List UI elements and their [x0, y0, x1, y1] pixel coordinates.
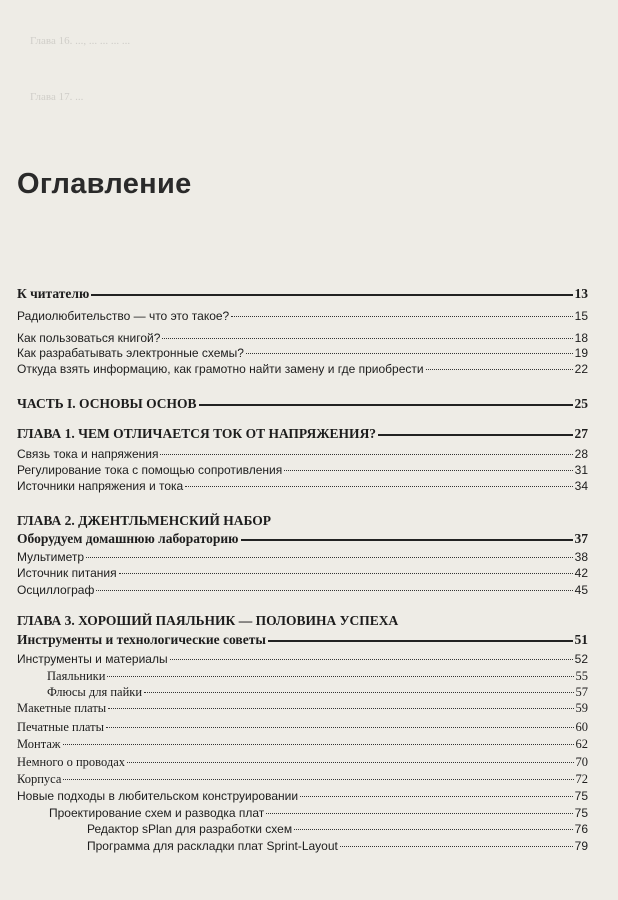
- toc-entry[interactable]: [87, 839, 588, 853]
- toc-leader: [106, 727, 573, 728]
- toc-leader: [426, 369, 573, 370]
- page-title: Оглавление: [17, 168, 192, 200]
- toc-entry-page: 27: [574, 426, 588, 441]
- toc-entry-page: 15: [574, 309, 588, 323]
- bleed-through-text: [0, 0, 618, 172]
- toc-entry[interactable]: [17, 737, 588, 752]
- toc-entry-label: Оборудуем домашнюю лабораторию: [17, 531, 239, 546]
- toc-entry-label: Печатные платы: [17, 720, 105, 734]
- toc-entry-page: 42: [574, 566, 588, 580]
- toc-entry[interactable]: [87, 822, 588, 836]
- toc-entry-page: 13: [574, 286, 588, 301]
- toc-entry-label: Осциллограф: [17, 583, 95, 597]
- toc-leader: [160, 454, 572, 455]
- toc-entry-label: Как разрабатывать электронные схемы?: [17, 346, 244, 360]
- toc-entry-page: 62: [575, 737, 588, 751]
- toc-entry-page: 31: [574, 463, 588, 477]
- toc-entry[interactable]: [17, 463, 588, 477]
- toc-leader: [231, 316, 572, 317]
- toc-entry-label: Инструменты и материалы: [17, 652, 168, 666]
- toc-entry[interactable]: [17, 346, 588, 360]
- toc-entry-label: Программа для раскладки плат Sprint-Layout: [87, 839, 338, 853]
- toc-entry[interactable]: [17, 566, 588, 580]
- toc-leader: [144, 692, 573, 693]
- toc-leader: [300, 796, 573, 797]
- toc-entry-label: ГЛАВА 1. ЧЕМ ОТЛИЧАЕТСЯ ТОК ОТ НАПРЯЖЕНИЯ?: [17, 426, 377, 441]
- toc-entry-page: 70: [575, 755, 588, 769]
- toc-entry[interactable]: [17, 755, 588, 770]
- toc-entry-page: 55: [575, 669, 588, 683]
- toc-entry-label: Источник питания: [17, 566, 117, 580]
- toc-entry-page: 19: [574, 346, 588, 360]
- toc-entry-label: Макетные платы: [17, 701, 107, 715]
- toc-entry-label: Откуда взять информацию, как грамотно найти замену и где приобрести: [17, 362, 424, 376]
- toc-leader: [63, 744, 574, 745]
- toc-leader: [91, 294, 572, 296]
- toc-entry-page: 79: [574, 839, 588, 853]
- toc-entry[interactable]: [17, 331, 588, 345]
- toc-entry-label: Новые подходы в любительском конструировании: [17, 789, 299, 803]
- toc-entry-page: 76: [574, 822, 588, 836]
- toc-entry-label: ГЛАВА 3. ХОРОШИЙ ПАЯЛЬНИК — ПОЛОВИНА УСПЕХА: [17, 613, 399, 628]
- toc-leader: [284, 470, 572, 471]
- toc-entry[interactable]: [17, 652, 588, 666]
- toc-entry-label: Паяльники: [47, 669, 106, 683]
- toc-leader: [119, 573, 573, 574]
- toc-entry[interactable]: [47, 685, 588, 700]
- toc-leader: [340, 846, 573, 847]
- toc-entry-page: 60: [575, 720, 588, 734]
- toc-chapter-3[interactable]: [17, 613, 588, 629]
- toc-entry[interactable]: [17, 362, 588, 376]
- toc-entry-label: К читателю: [17, 286, 90, 301]
- toc-leader: [266, 813, 572, 814]
- toc-leader: [86, 557, 573, 558]
- toc-entry-label: Радиолюбительство — что это такое?: [17, 309, 230, 323]
- toc-entry-page: 75: [574, 806, 588, 820]
- toc-entry-page: 57: [575, 685, 588, 699]
- toc-leader: [294, 829, 573, 830]
- toc-entry-label: Мультиметр: [17, 550, 85, 564]
- toc-entry-label: Регулирование тока с помощью сопротивления: [17, 463, 283, 477]
- toc-entry-label: Корпуса: [17, 772, 62, 786]
- toc-leader: [185, 486, 572, 487]
- toc-entry-label: Редактор sPlan для разработки схем: [87, 822, 293, 836]
- toc-entry-label: Монтаж: [17, 737, 61, 751]
- toc-entry-page: 45: [574, 583, 588, 597]
- toc-entry-page: 22: [574, 362, 588, 376]
- toc-entry-label: Инструменты и технологические советы: [17, 632, 266, 647]
- toc-entry-page: 34: [574, 479, 588, 493]
- toc-entry-page: 52: [574, 652, 588, 666]
- bleed-line: Глава 16. ..., ... ... ... ...: [30, 35, 131, 47]
- toc-entry-to-reader[interactable]: [17, 286, 588, 302]
- toc-entry[interactable]: [17, 447, 588, 461]
- toc-chapter-1[interactable]: [17, 426, 588, 442]
- toc-entry-page: 37: [574, 531, 588, 546]
- toc-leader: [63, 779, 573, 780]
- toc-chapter-2-subtitle[interactable]: [17, 531, 588, 547]
- toc-entry[interactable]: [17, 720, 588, 735]
- toc-entry-label: Источники напряжения и тока: [17, 479, 184, 493]
- toc-entry-page: 18: [574, 331, 588, 345]
- toc-leader: [241, 539, 573, 541]
- toc-entry[interactable]: [17, 701, 588, 716]
- toc-chapter-3-subtitle[interactable]: [17, 632, 588, 648]
- toc-leader: [127, 762, 573, 763]
- toc-entry[interactable]: [49, 806, 588, 820]
- toc-entry-label: Немного о проводах: [17, 755, 126, 769]
- toc-entry[interactable]: [17, 309, 588, 323]
- toc-entry-page: 72: [575, 772, 588, 786]
- toc-entry-label: Флюсы для пайки: [47, 685, 143, 699]
- toc-entry-page: 38: [574, 550, 588, 564]
- toc-leader: [107, 676, 573, 677]
- toc-part-1[interactable]: [17, 396, 588, 412]
- toc-entry[interactable]: [47, 669, 588, 684]
- toc-leader: [162, 338, 572, 339]
- toc-leader: [268, 640, 573, 642]
- toc-entry[interactable]: [17, 479, 588, 493]
- toc-entry-label: Проектирование схем и разводка плат: [49, 806, 265, 820]
- toc-leader: [96, 590, 572, 591]
- toc-entry[interactable]: [17, 772, 588, 787]
- toc-leader: [378, 434, 572, 436]
- toc-entry-label: Связь тока и напряжения: [17, 447, 159, 461]
- toc-chapter-2[interactable]: [17, 513, 588, 529]
- toc-entry[interactable]: [17, 789, 588, 803]
- toc-leader: [199, 404, 573, 406]
- toc-leader: [246, 353, 573, 354]
- toc-entry-page: 25: [574, 396, 588, 411]
- toc-entry-page: 75: [574, 789, 588, 803]
- toc-entry-label: Как пользоваться книгой?: [17, 331, 161, 345]
- toc-leader: [170, 659, 573, 660]
- toc-entry-label: ГЛАВА 2. ДЖЕНТЛЬМЕНСКИЙ НАБОР: [17, 513, 272, 528]
- toc-entry[interactable]: [17, 583, 588, 597]
- toc-entry-label: ЧАСТЬ I. ОСНОВЫ ОСНОВ: [17, 396, 197, 411]
- toc-entry-page: 51: [574, 632, 588, 647]
- toc-entry-page: 59: [575, 701, 588, 715]
- bleed-line: Глава 17. ...: [30, 91, 84, 103]
- toc-entry[interactable]: [17, 550, 588, 564]
- toc-entry-page: 28: [574, 447, 588, 461]
- toc-leader: [108, 708, 573, 709]
